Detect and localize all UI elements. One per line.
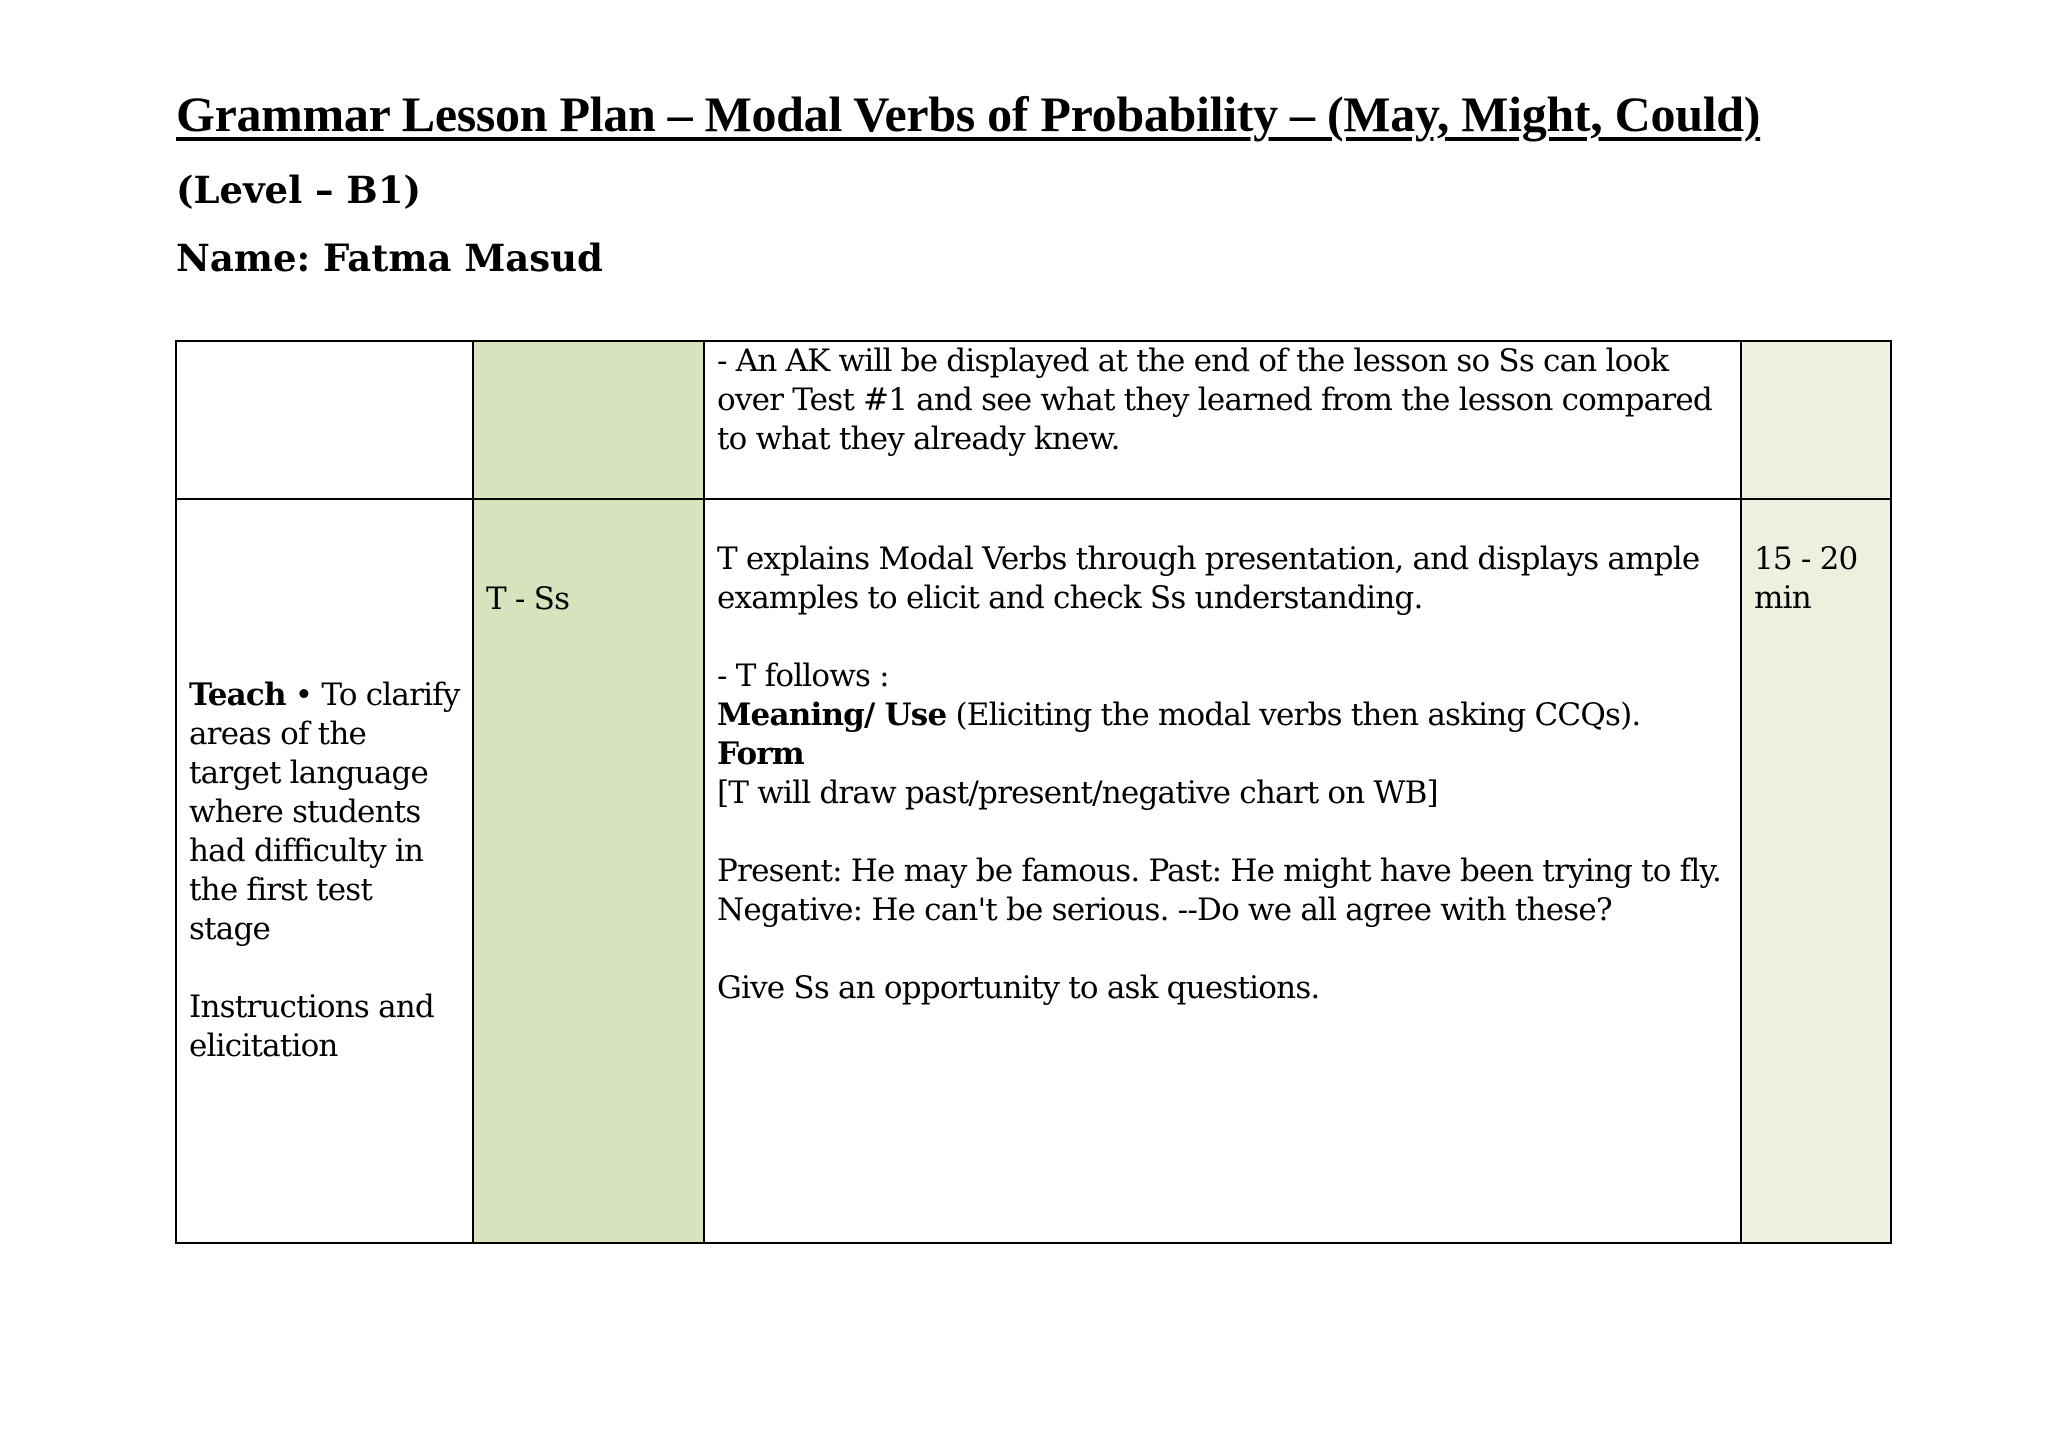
form-heading: Form bbox=[717, 736, 804, 772]
table-row bbox=[176, 499, 1891, 1243]
time-cell: 15 - 20 min bbox=[1741, 499, 1891, 1243]
time-cell bbox=[1741, 341, 1891, 499]
author-name: Name: Fatma Masud bbox=[176, 236, 603, 280]
procedure-follows: - T follows : bbox=[717, 658, 889, 694]
meaning-heading: Meaning/ Use bbox=[717, 697, 947, 733]
stage-title: Teach bbox=[189, 677, 286, 713]
stage-cell bbox=[176, 341, 473, 499]
procedure-questions: Give Ss an opportunity to ask questions. bbox=[717, 970, 1320, 1006]
procedure-line: to what they already knew. bbox=[717, 421, 1120, 457]
stage-description bbox=[189, 676, 460, 949]
lesson-plan-table bbox=[175, 340, 1892, 1244]
procedure-meaning bbox=[717, 696, 1728, 735]
procedure-cell bbox=[704, 499, 1741, 1243]
meaning-text: (Eliciting the modal verbs then asking CCQs). bbox=[946, 697, 1641, 733]
page-title: Grammar Lesson Plan – Modal Verbs of Probability – (May, Might, Could) bbox=[176, 86, 1761, 142]
stage-cell bbox=[176, 499, 473, 1243]
procedure-examples: Present: He may be famous. Past: He might have been trying to fly. Negative: He can't be serious. --Do we all agree with these? bbox=[717, 853, 1722, 928]
interaction-cell: T - Ss bbox=[473, 499, 704, 1243]
procedure-intro: T explains Modal Verbs through presentation, and displays ample examples to elicit and check Ss understanding. bbox=[717, 541, 1700, 616]
procedure-cell bbox=[704, 341, 1741, 499]
table-row bbox=[176, 341, 1891, 499]
procedure-line: - An AK will be displayed at the end of the lesson so Ss can look bbox=[717, 343, 1669, 379]
level-label: (Level – B1) bbox=[176, 168, 421, 212]
form-note: [T will draw past/present/negative chart on WB] bbox=[717, 775, 1438, 811]
interaction-cell bbox=[473, 341, 704, 499]
stage-aim: • To clarify areas of the target language where students had difficulty in the first test stage bbox=[189, 677, 460, 947]
procedure-line: over Test #1 and see what they learned from the lesson compared bbox=[717, 382, 1712, 418]
stage-note: Instructions and elicitation bbox=[189, 989, 434, 1064]
